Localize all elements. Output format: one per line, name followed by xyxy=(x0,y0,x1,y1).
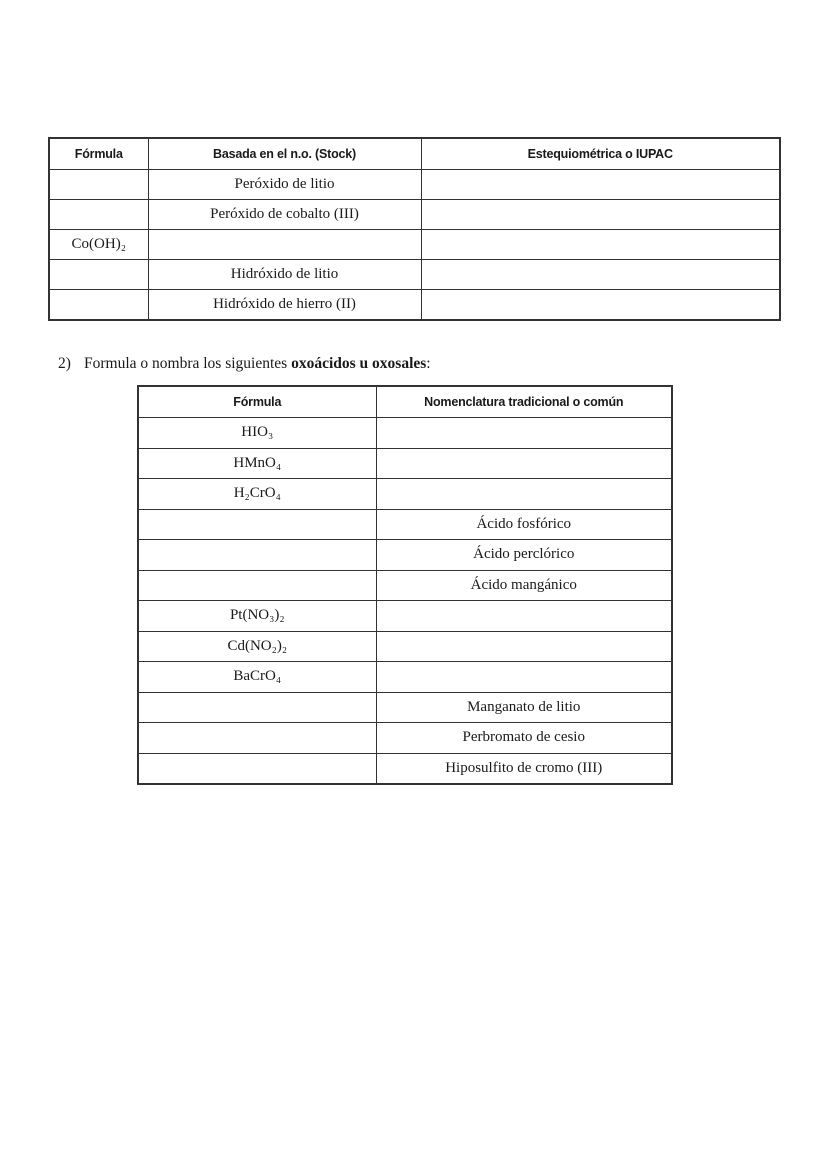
cell-iupac[interactable] xyxy=(421,290,780,321)
cell-name[interactable]: Ácido perclórico xyxy=(376,540,672,571)
table-row xyxy=(49,230,780,260)
cell-formula[interactable] xyxy=(138,570,376,601)
table-row xyxy=(49,290,780,321)
table-row xyxy=(138,448,672,479)
cell-formula[interactable]: H₂CrO₄ xyxy=(138,479,376,510)
cell-stock[interactable]: Peróxido de cobalto (III) xyxy=(148,200,421,230)
cell-iupac[interactable] xyxy=(421,200,780,230)
cell-formula[interactable] xyxy=(49,260,148,290)
cell-formula[interactable]: Pt(NO₃)₂ xyxy=(138,601,376,632)
question-2 xyxy=(58,355,431,373)
header-formula: Fórmula xyxy=(49,138,148,170)
table-header-row xyxy=(49,138,780,170)
table-oxoacids-oxosalts xyxy=(137,385,673,785)
header-stock: Basada en el n.o. (Stock) xyxy=(148,138,421,170)
cell-formula[interactable] xyxy=(138,753,376,784)
table-row xyxy=(138,509,672,540)
table-peroxides-hydroxides xyxy=(48,137,781,321)
cell-name[interactable]: Manganato de litio xyxy=(376,692,672,723)
table-row xyxy=(49,260,780,290)
cell-formula[interactable]: BaCrO₄ xyxy=(138,662,376,693)
cell-formula[interactable] xyxy=(138,540,376,571)
cell-stock[interactable] xyxy=(148,230,421,260)
table-row xyxy=(138,418,672,449)
cell-formula[interactable] xyxy=(49,200,148,230)
table-row xyxy=(138,631,672,662)
question-bold-text: oxoácidos u oxosales xyxy=(291,355,427,372)
table-row xyxy=(49,200,780,230)
cell-iupac[interactable] xyxy=(421,170,780,200)
cell-formula[interactable]: Co(OH)₂ xyxy=(49,230,148,260)
table-row xyxy=(138,662,672,693)
header-iupac: Estequiométrica o IUPAC xyxy=(421,138,780,170)
cell-stock[interactable]: Peróxido de litio xyxy=(148,170,421,200)
table-row xyxy=(49,170,780,200)
question-punctuation: : xyxy=(426,355,431,372)
header-traditional-name: Nomenclatura tradicional o común xyxy=(376,386,672,418)
cell-formula[interactable] xyxy=(49,170,148,200)
cell-stock[interactable]: Hidróxido de hierro (II) xyxy=(148,290,421,321)
cell-name[interactable] xyxy=(376,479,672,510)
cell-name[interactable] xyxy=(376,601,672,632)
cell-name[interactable]: Ácido mangánico xyxy=(376,570,672,601)
cell-name[interactable] xyxy=(376,448,672,479)
cell-formula[interactable] xyxy=(138,509,376,540)
table-header-row xyxy=(138,386,672,418)
cell-name[interactable]: Ácido fosfórico xyxy=(376,509,672,540)
cell-stock[interactable]: Hidróxido de litio xyxy=(148,260,421,290)
table-row xyxy=(138,570,672,601)
cell-name[interactable]: Perbromato de cesio xyxy=(376,723,672,754)
cell-formula[interactable] xyxy=(138,723,376,754)
cell-formula[interactable]: Cd(NO₂)₂ xyxy=(138,631,376,662)
cell-name[interactable]: Hiposulfito de cromo (III) xyxy=(376,753,672,784)
table-row xyxy=(138,601,672,632)
cell-formula[interactable]: HMnO₄ xyxy=(138,448,376,479)
table-row xyxy=(138,540,672,571)
cell-name[interactable] xyxy=(376,418,672,449)
table-row xyxy=(138,753,672,784)
question-number: 2) xyxy=(58,355,71,372)
question-text: Formula o nombra los siguientes xyxy=(84,355,292,372)
cell-formula[interactable]: HIO₃ xyxy=(138,418,376,449)
cell-formula[interactable] xyxy=(138,692,376,723)
cell-formula[interactable] xyxy=(49,290,148,321)
cell-name[interactable] xyxy=(376,631,672,662)
table-row xyxy=(138,723,672,754)
table-row xyxy=(138,692,672,723)
cell-iupac[interactable] xyxy=(421,230,780,260)
header-formula: Fórmula xyxy=(138,386,376,418)
table-row xyxy=(138,479,672,510)
cell-iupac[interactable] xyxy=(421,260,780,290)
cell-name[interactable] xyxy=(376,662,672,693)
